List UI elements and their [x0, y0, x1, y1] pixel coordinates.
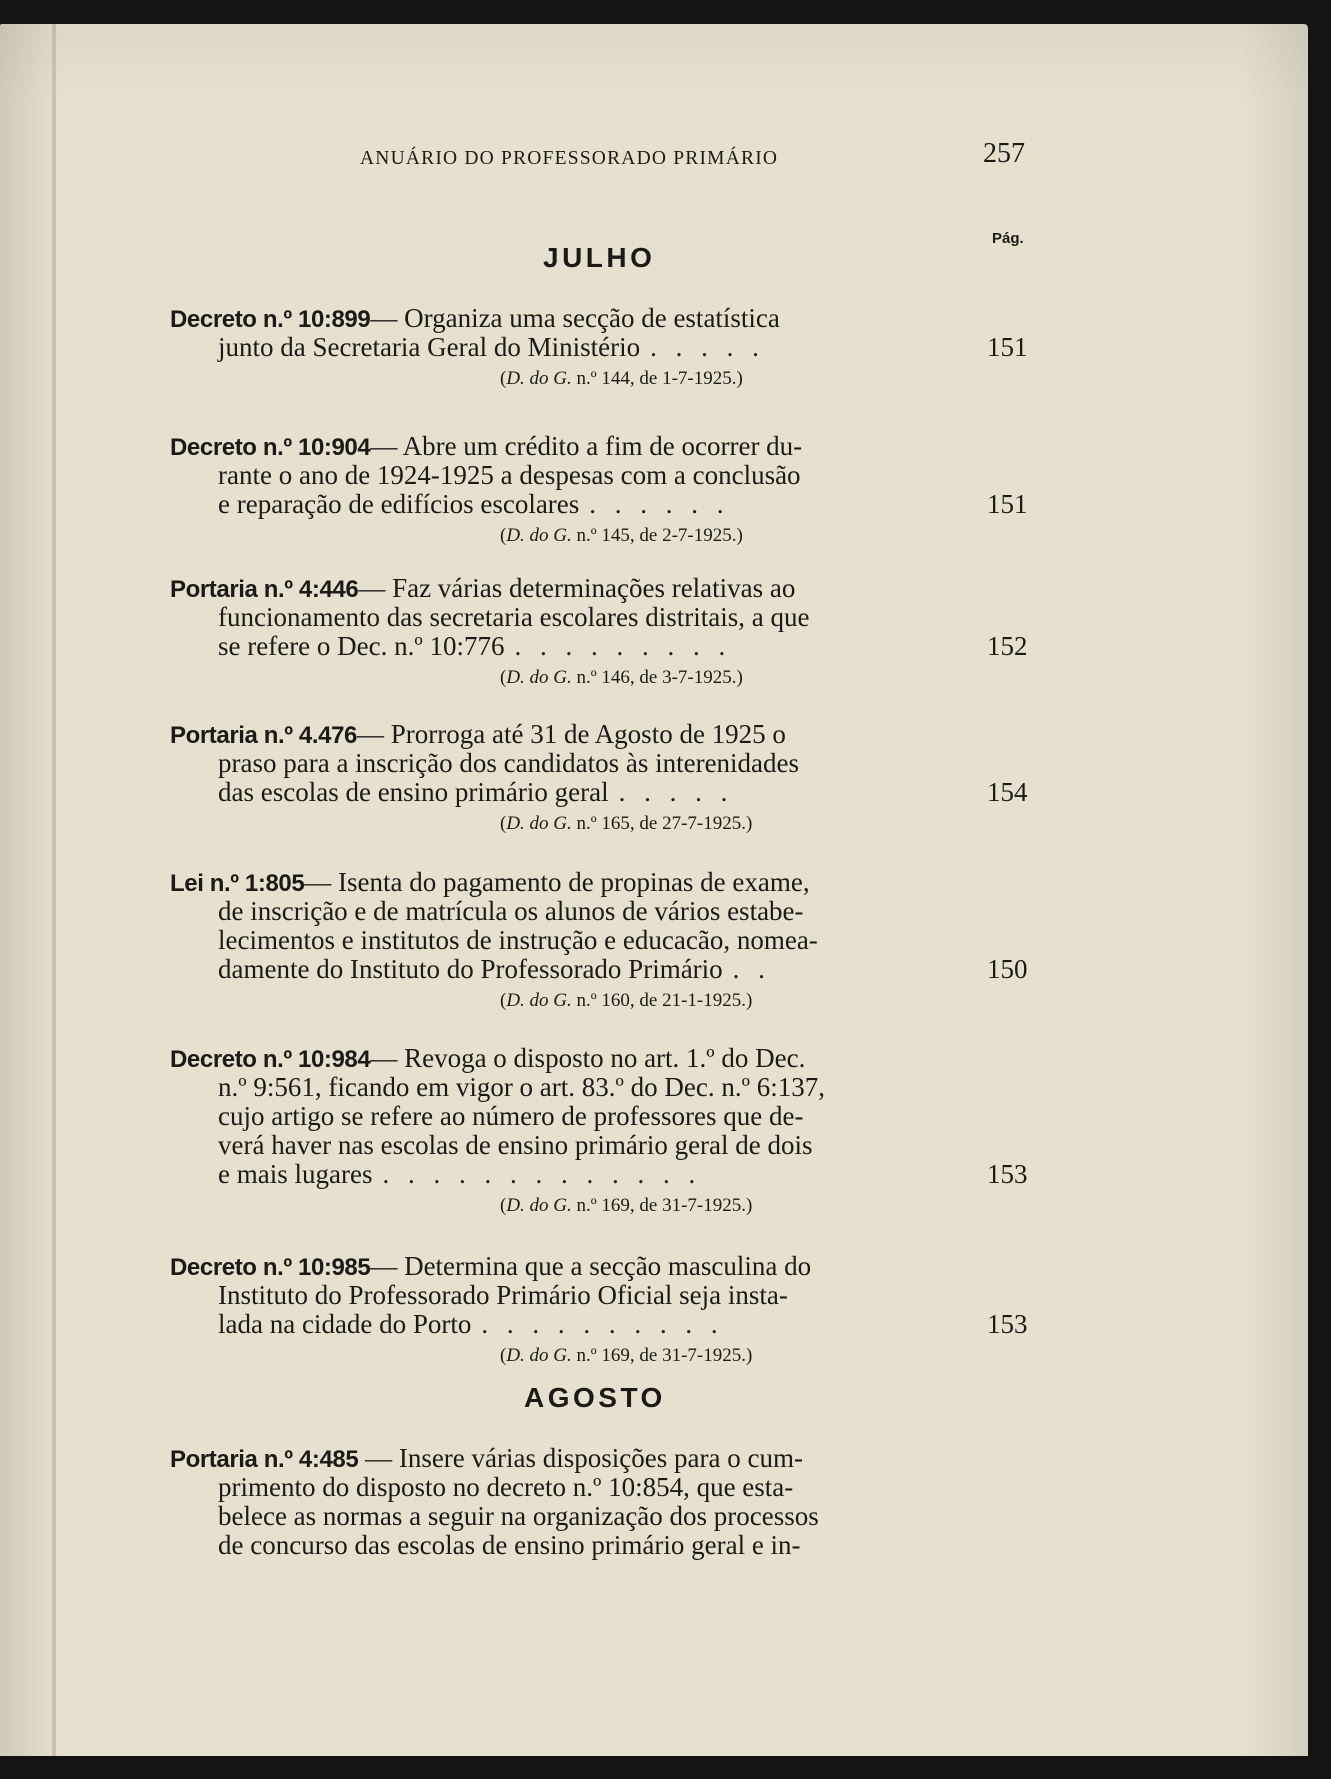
entry-source: (D. do G. n.º 169, de 31-7-1925.) [500, 1345, 753, 1366]
entry-page-ref: 152 [987, 631, 1028, 661]
entry-text: lada na cidade do Porto [218, 1309, 472, 1339]
entry-source: (D. do G. n.º 145, de 2-7-1925.) [500, 525, 743, 546]
dot-leader: . . . . . . . . . . [481, 1310, 724, 1339]
entry-source: (D. do G. n.º 169, de 31-7-1925.) [500, 1195, 753, 1216]
page-spine-shadow [52, 24, 56, 1756]
entry-page-ref: 153 [987, 1159, 1028, 1189]
entry-portaria-4476 [170, 720, 1030, 841]
entry-text: n.º 9:561, ficando em vigor o art. 83.º do Dec. n.º 6:137, [218, 1072, 825, 1102]
entry-text: das escolas de ensino primário geral [218, 777, 609, 807]
entry-text: praso para a inscrição dos candidatos às interenidades [218, 748, 800, 778]
entry-text: — Abre um crédito a fim de ocorrer du- [370, 431, 803, 461]
entry-text: funcionamento das secretaria escolares distritais, a que [218, 602, 810, 632]
entry-source: (D. do G. n.º 144, de 1-7-1925.) [500, 368, 743, 389]
entry-text: primento do disposto no decreto n.º 10:854, que esta- [218, 1472, 794, 1502]
entry-lead: Portaria n.º 4:485 [170, 1446, 359, 1473]
entry-decreto-10899 [170, 304, 1030, 396]
entry-page-ref: 154 [987, 777, 1028, 807]
month-heading-agosto: AGOSTO [524, 1382, 666, 1413]
dot-leader: . . [732, 955, 771, 984]
entry-text: verá haver nas escolas de ensino primário geral de dois [218, 1130, 813, 1160]
dot-leader: . . . . . . . . . . . . . [382, 1160, 702, 1189]
entry-text: Instituto do Professorado Primário Oficial seja insta- [218, 1280, 788, 1310]
entry-text: — Prorroga até 31 de Agosto de 1925 o [357, 719, 786, 749]
entry-page-ref: 151 [987, 489, 1028, 519]
entry-text: — Determina que a secção masculina do [370, 1251, 812, 1281]
entry-text: junto da Secretaria Geral do Ministério [218, 332, 641, 362]
dot-leader: . . . . . [650, 333, 765, 362]
entry-page-ref: 153 [987, 1309, 1028, 1339]
entry-lead: Decreto n.º 10:899 [170, 306, 371, 333]
entry-decreto-10904 [170, 432, 1030, 553]
entry-lead: Decreto n.º 10:904 [170, 434, 371, 461]
entry-portaria-4485 [170, 1444, 1030, 1560]
entry-text: — Insere várias disposições para o cum- [358, 1443, 803, 1473]
entry-lead: Decreto n.º 10:985 [170, 1254, 371, 1281]
entry-lead: Decreto n.º 10:984 [170, 1046, 371, 1073]
entry-text: e reparação de edifícios escolares [218, 489, 580, 519]
page-column-label: Pág. [992, 230, 1024, 247]
entry-text: se refere o Dec. n.º 10:776 [218, 631, 505, 661]
entry-text: — Isenta do pagamento de propinas de exame, [304, 867, 810, 897]
entry-lei-1805 [170, 868, 1030, 1018]
entry-page-ref: 150 [987, 954, 1028, 984]
entry-decreto-10984 [170, 1044, 1030, 1223]
entry-text: e mais lugares [218, 1159, 373, 1189]
month-heading-julho: JULHO [543, 242, 656, 273]
entry-text: lecimentos e institutos de instrução e educacão, nomea- [218, 925, 818, 955]
entry-text: rante o ano de 1924-1925 a despesas com a conclusão [218, 460, 801, 490]
dot-leader: . . . . . . . . . [514, 632, 732, 661]
entry-decreto-10985 [170, 1252, 1030, 1373]
entry-text: de inscrição e de matrícula os alunos de vários estabe- [218, 896, 804, 926]
entry-source: (D. do G. n.º 146, de 3-7-1925.) [500, 667, 743, 688]
dot-leader: . . . . . . [589, 490, 730, 519]
entry-text: — Faz várias determinações relativas ao [358, 573, 796, 603]
entry-source: (D. do G. n.º 160, de 21-1-1925.) [500, 990, 753, 1011]
book-page [0, 24, 1308, 1756]
entry-lead: Lei n.º 1:805 [170, 870, 305, 897]
dot-leader: . . . . . [618, 778, 734, 807]
running-header-title: ANUÁRIO DO PROFESSORADO PRIMÁRIO [360, 148, 779, 169]
entry-text: — Revoga o disposto no art. 1.º do Dec. [370, 1043, 806, 1073]
entry-lead: Portaria n.º 4:446 [170, 576, 359, 603]
entry-lead: Portaria n.º 4.476 [170, 722, 357, 749]
entry-page-ref: 151 [987, 332, 1028, 362]
entry-text: de concurso das escolas de ensino primário geral e in- [218, 1530, 801, 1560]
entry-text: damente do Instituto do Professorado Primário [218, 954, 723, 984]
entry-text: — Organiza uma secção de estatística [370, 303, 780, 333]
entry-text: cujo artigo se refere ao número de professores que de- [218, 1101, 804, 1131]
entry-source: (D. do G. n.º 165, de 27-7-1925.) [500, 813, 753, 834]
entry-portaria-4446 [170, 574, 1030, 695]
page-number: 257 [983, 138, 1025, 169]
entry-text: belece as normas a seguir na organização dos processos [218, 1501, 819, 1531]
